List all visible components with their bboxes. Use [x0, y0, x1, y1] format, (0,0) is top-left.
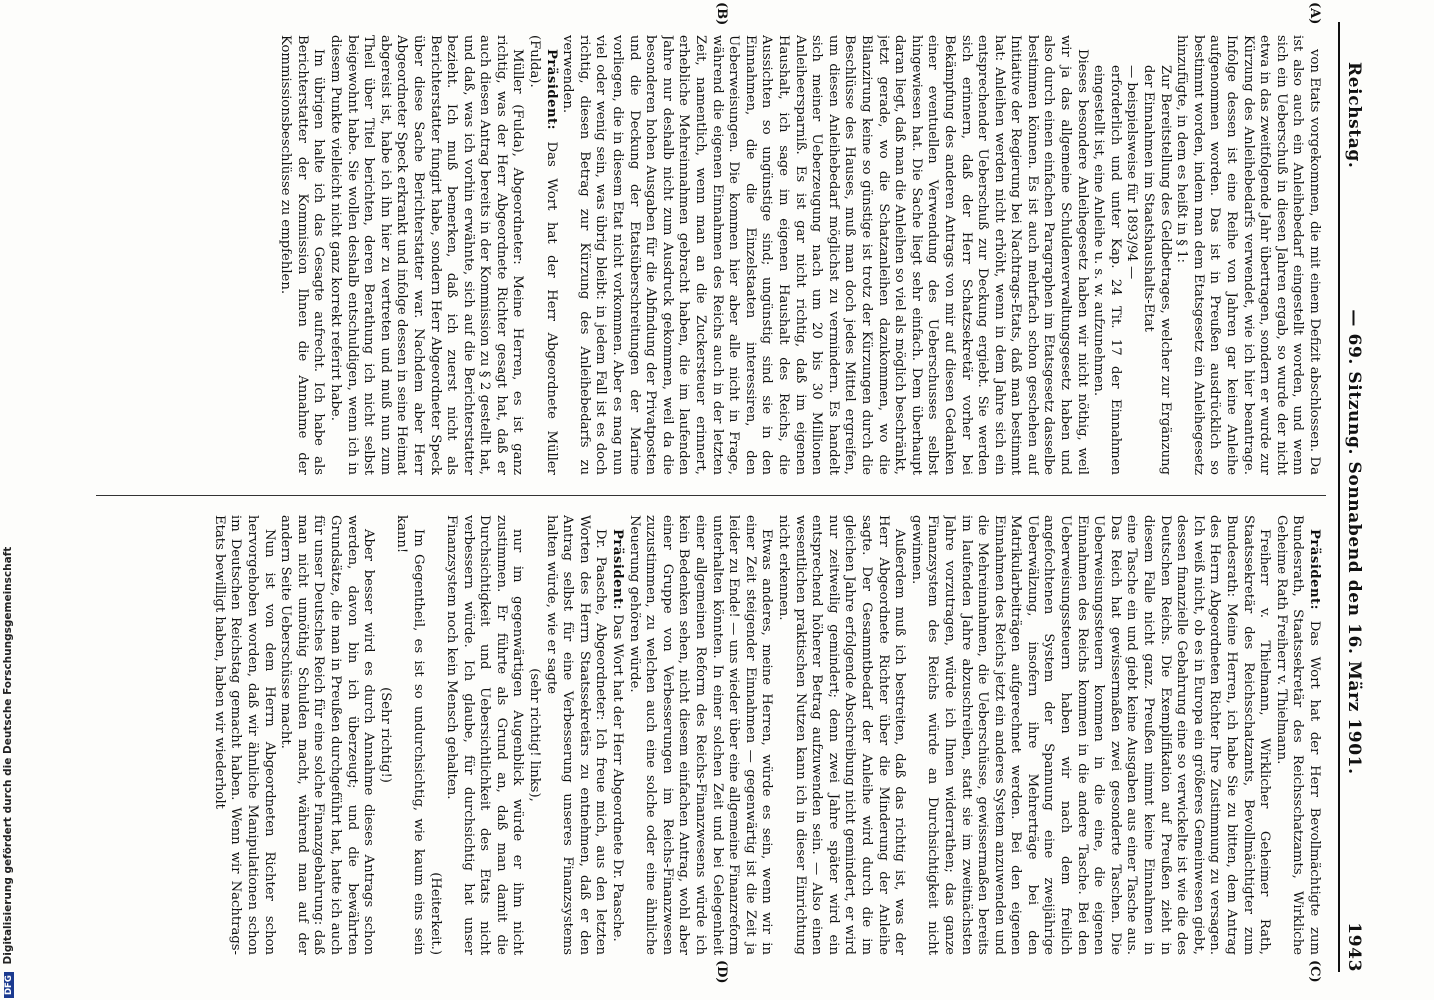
paragraph: Außerdem muß ich bestreiten, daß das richtig ist, was der Herr Abgeordnete Richter über die Minderung der Anleihe sagte. Der Gesammtbedarf der Anleihe wird durch die im gleichen Jahre erfolgende Abschreibung nicht gemindert, er wird nur zeitweilig gemindert; denn zwei Jahre später wird ein entsprechend höherer Betrag aufzuwenden sein. — Also einen wesentlichen praktischen Nutzen kann ich in dieser Einrichtung nicht erkennen. [776, 515, 908, 955]
paragraph: von Etats vorgekommen, die mit einem Defizit abschlossen. Da ist also auch ein Anleihebedarf eingestellt worden, und wenn sich ein Ueberschuß in diesen Jahren ergab, so wurde der nicht etwa in das zweitfolgende Jahr übertragen, sondern er wurde zur Kürzung des Anleihebedarfs verwendet, wie ich hier beantrage. Infolge dessen ist eine Reihe von Jahren gar keine Anleihe aufgenommen worden. Das ist in Preußen ausdrücklich so bestimmt worden, indem man dem Etatsgesetz ein Anleihegesetz hinzufügte, in dem es heißt in § 1: [1174, 35, 1322, 475]
footer [0, 0, 16, 998]
margin-mark-b: (B) [714, 2, 729, 26]
header-center: — 69. Sitzung. Sonnabend den 16. März 1901. [1344, 309, 1364, 775]
paragraph: Etwas anderes, meine Herren, würde es sein, wenn wir in einer Zeit steigender Einnahmen — gegenwärtig ist die Zeit ja leider zu Ende! — uns wieder über eine allgemeine Finanzreform unterhalten könnten. In einer solchen Zeit und bei Gelegenheit einer allgemeinen Reform des Reichs-Finanzwesens würde ich kein Bedenken sehen, nicht diesem einfachen Antrag, wohl aber einer Gruppe von Verbesserungen im Reichs-Finanzwesen zuzustimmen, zu welchen auch eine solche oder eine ähnliche Neuerung gehören würde. [626, 515, 775, 955]
paragraph: — beispielsweise für 1893/94 — [1124, 65, 1140, 280]
paragraph: Zur Bereitstellung des Geldbetrages, welcher zur Ergänzung der Einnahmen im Staatshaushalts-Etat [1141, 65, 1173, 475]
paragraph: Präsident: Das Wort hat der Herr Abgeordnete Dr. Paasche. [610, 529, 626, 942]
speaker-name: Präsident: [543, 49, 559, 131]
paragraph: (Heiterkeit.) [427, 872, 443, 955]
paragraph: Aber besser wird es durch Annahme dieses Antrags schon werden, davon bin ich überzeugt; und die bewährten Grundsätze, die man in Preußen durchgeführt hat, hatte ich auch für unser Deutsches Reich für eine solche Finanzgebahrung: daß man nicht unnöthig Schulden macht, während man auf der andern Seite Ueberschüsse macht. [278, 515, 377, 955]
margin-mark-a: (A) [1307, 2, 1322, 25]
text-column-left [102, 35, 1322, 475]
paragraph: Freiherr v. Thielmann, Wirklicher Geheimer Rath, Staatssekretär des Reichsschatzamts, Bevollmächtigter zum Bundesrath: Meine Herren, ich habe Sie zu bitten, dem Antrag des Herrn Abgeordneten Richter Ihre Zustimmung zu versagen. Ich weiß nicht, ob es in Europa ein größeres Gemeinwesen giebt, dessen finanzielle Gebahrung eine so verwickelte ist wie die des Deutschen Reichs. Die Exemplifikation auf Preußen zieht in diesem Falle nicht ganz. Preußen nimmt keine Einnahmen in eine Tasche ein und giebt keine Ausgaben aus einer Tasche aus. Das Reich hat gewissermaßen zwei gesonderte Taschen. Die Ueberweisungssteuern kommen in die eine, die eigenen Einnahmen des Reichs kommen in die andere Tasche. Bei den Ueberweisungssteuern haben wir nach dem freilich angefochtenen System der Spannung eine zweijährige Ueberwälzung, insofern ihre Mehrerträge bei den Matrikularbeiträgen aufgerechnet werden. Bei den eigenen Einnahmen des Reichs jetzt ein anderes System anzuwenden und die Mehreinnahmen, die Ueberschüsse, gewissermaßen bereits im laufenden Jahre abzuschreiben, statt sie im zweitnächsten Jahre vorzutragen, würde ich Ihnen widerrathen; das ganze Finanzsystem des Reichs würde an Durchsichtigkeit nicht gewinnen. [908, 515, 1273, 955]
page-header [1338, 22, 1364, 972]
paragraph: (Sehr richtig!) [377, 687, 393, 783]
page-number: 1943 [1344, 922, 1364, 972]
paragraph: Müller (Fulda), Abgeordneter: Meine Herren, es ist ganz richtig, was der Herr Abgeordnete Richter gesagt hat, daß er auch diesen Antrag bereits in der Kommission zu § 2 gestellt hat, und daß, was ich vorhin erwähnte, sich auf die Berichterstatter bezieht. Ich muß bemerken, daß ich zuerst nicht als Berichterstatter fungirt habe, sondern Herr Abgeordneter Speck über diese Sache Berichterstatter war. Nachdem aber Herr Abgeordneter Speck erkrankt und infolge dessen in seine Heimat abgereist ist, habe ich ihn hier zu vertreten und muß nun zum Theil über Titel berichten, deren Berathung ich nicht selbst beigewohnt habe. Sie wollen deshalb entschuldigen, wenn ich in diesem Punkte vielleicht nicht ganz korrekt referirt habe. [327, 35, 526, 475]
paragraph: (sehr richtig! links), [527, 668, 543, 802]
dfg-logo-icon: DFG [4, 972, 14, 998]
paragraph: Präsident: Das Wort hat der Herr Bevollmächtigte zum Bundesrath, Staatssekretär des Reichsschatzamts, Wirkliche Geheime Rath Freiherr v. Thielmann. [1273, 515, 1322, 955]
speaker-name: Präsident: [610, 529, 626, 611]
paragraph: Dieses besondere Anleihegesetz haben wir nicht nöthig, weil wir ja das allgemeine Schuldenverwaltungsgesetz haben und also durch einen einfachen Paragraphen im Etatsgesetz dasselbe bestimmen können. Es ist auch mehrfach schon geschehen auf Initiative der Regierung bei Nachtrags-Etats, daß man bestimmt hat: Anleihen werden nicht erhöht, wenn in dem Jahre sich ein entsprechender Ueberschuß zur Deckung ergiebt. Sie werden sich erinnern, daß der Herr Schatzsekretär vorher bei Bekämpfung des anderen Antrags von mir auf diesen Gedanken einer eventuellen Verwendung des Ueberschusses selbst hingewiesen hat. Die Sache liegt sehr einfach. Dem überhaupt daran liegt, daß man die Anleihen so viel als möglich beschränkt, jetzt gerade, wo die Schatzanleihen dazukommen, wo die Bilanzirung keine so günstige ist trotz der Kürzungen durch die Beschlüsse des Hauses, muß man doch jedes Mittel ergreifen, um diesen Anleihebedarf möglichst zu vermindern. Es handelt sich meiner Ueberzeugung nach um 20 bis 30 Millionen Anleiheersparniß. Es ist gar nicht richtig, daß im eigenen Haushalt, ich sage im eigenen Haushalt des Reichs, die Aussichten so ungünstige sind; ungünstig sind sie in den Einnahmen, die die Einzelstaaten interessiren, den Ueberweisungen. Die kommen hier aber alle nicht in Frage, während die eigenen Einnahmen des Reichs auch in der letzten Zeit, namentlich, wenn man an die Zuckersteuer erinnert, erhebliche Mehreinnahmen gebracht haben, die im laufenden Jahre nur deshalb nicht zum Ausdruck gekommen, weil da die besonderen hohen Ausgaben für die Abfindung der Privatposten und die Deckung der Etatsüberschreitungen der Marine vorliegen, die in diesem Etat nicht vorkommen. Aber es mag nun viel oder wenig sein, was übrig bleibt: in jedem Fall ist es doch richtig, diesen Betrag zur Kürzung des Anleihebedarfs zu verwenden. [560, 35, 1090, 475]
paragraph: Präsident: Das Wort hat der Herr Abgeordnete Müller (Fulda). [527, 35, 559, 475]
paragraph: Dr. Paasche, Abgeordneter: Ich freue mich, aus den letzten Worten des Herrn Staatssekretärs zu entnehmen, daß er den Antrag selbst für eine Verbesserung unseres Finanzsystems halten würde, wie er sagte [543, 515, 609, 955]
speaker-name: Präsident: [1307, 529, 1322, 611]
paragraph: nur im gegenwärtigen Augenblick würde er ihm nicht zustimmen. Er führte als Grund an, daß man damit die Durchsichtigkeit und Uebersichtlichkeit des Etats nicht verbessern würde. Ich glaube, für durchsichtig hat unser Finanzsystem noch kein Mensch gehalten. [444, 515, 526, 955]
margin-mark-c: (C) [1307, 960, 1322, 983]
footer-text: Digitalisierung gefördert durch die Deutsche Forschungsgemeinschaft [2, 546, 14, 965]
paragraph: erforderlich und unter Kap. 24 Tit. 17 der Einnahmen eingestellt ist, eine Anleihe u. s. w. aufzunehmen. [1091, 65, 1123, 475]
paragraph: Nun ist von dem Herrn Abgeordneten Richter schon hervorgehoben worden, daß wir ähnliche Manipulationen schon im Deutschen Reichstag gemacht haben. Wenn wir Nachtrags-Etats bewilligt haben, haben wir wiederholt [211, 515, 277, 955]
paragraph: Im übrigen halte ich das Gesagte aufrecht. Ich habe als Berichterstatter der Kommission Ihnen die Annahme der Kommissionsbeschlüsse zu empfehlen. [278, 35, 327, 475]
column-divider [96, 495, 1326, 496]
header-left: Reichstag. [1344, 62, 1364, 169]
margin-mark-d: (D) [714, 960, 729, 984]
text-column-right [102, 515, 1322, 955]
paragraph: Im Gegentheil, es ist so undurchsichtig, wie kaum eins sein kann! [394, 515, 426, 955]
